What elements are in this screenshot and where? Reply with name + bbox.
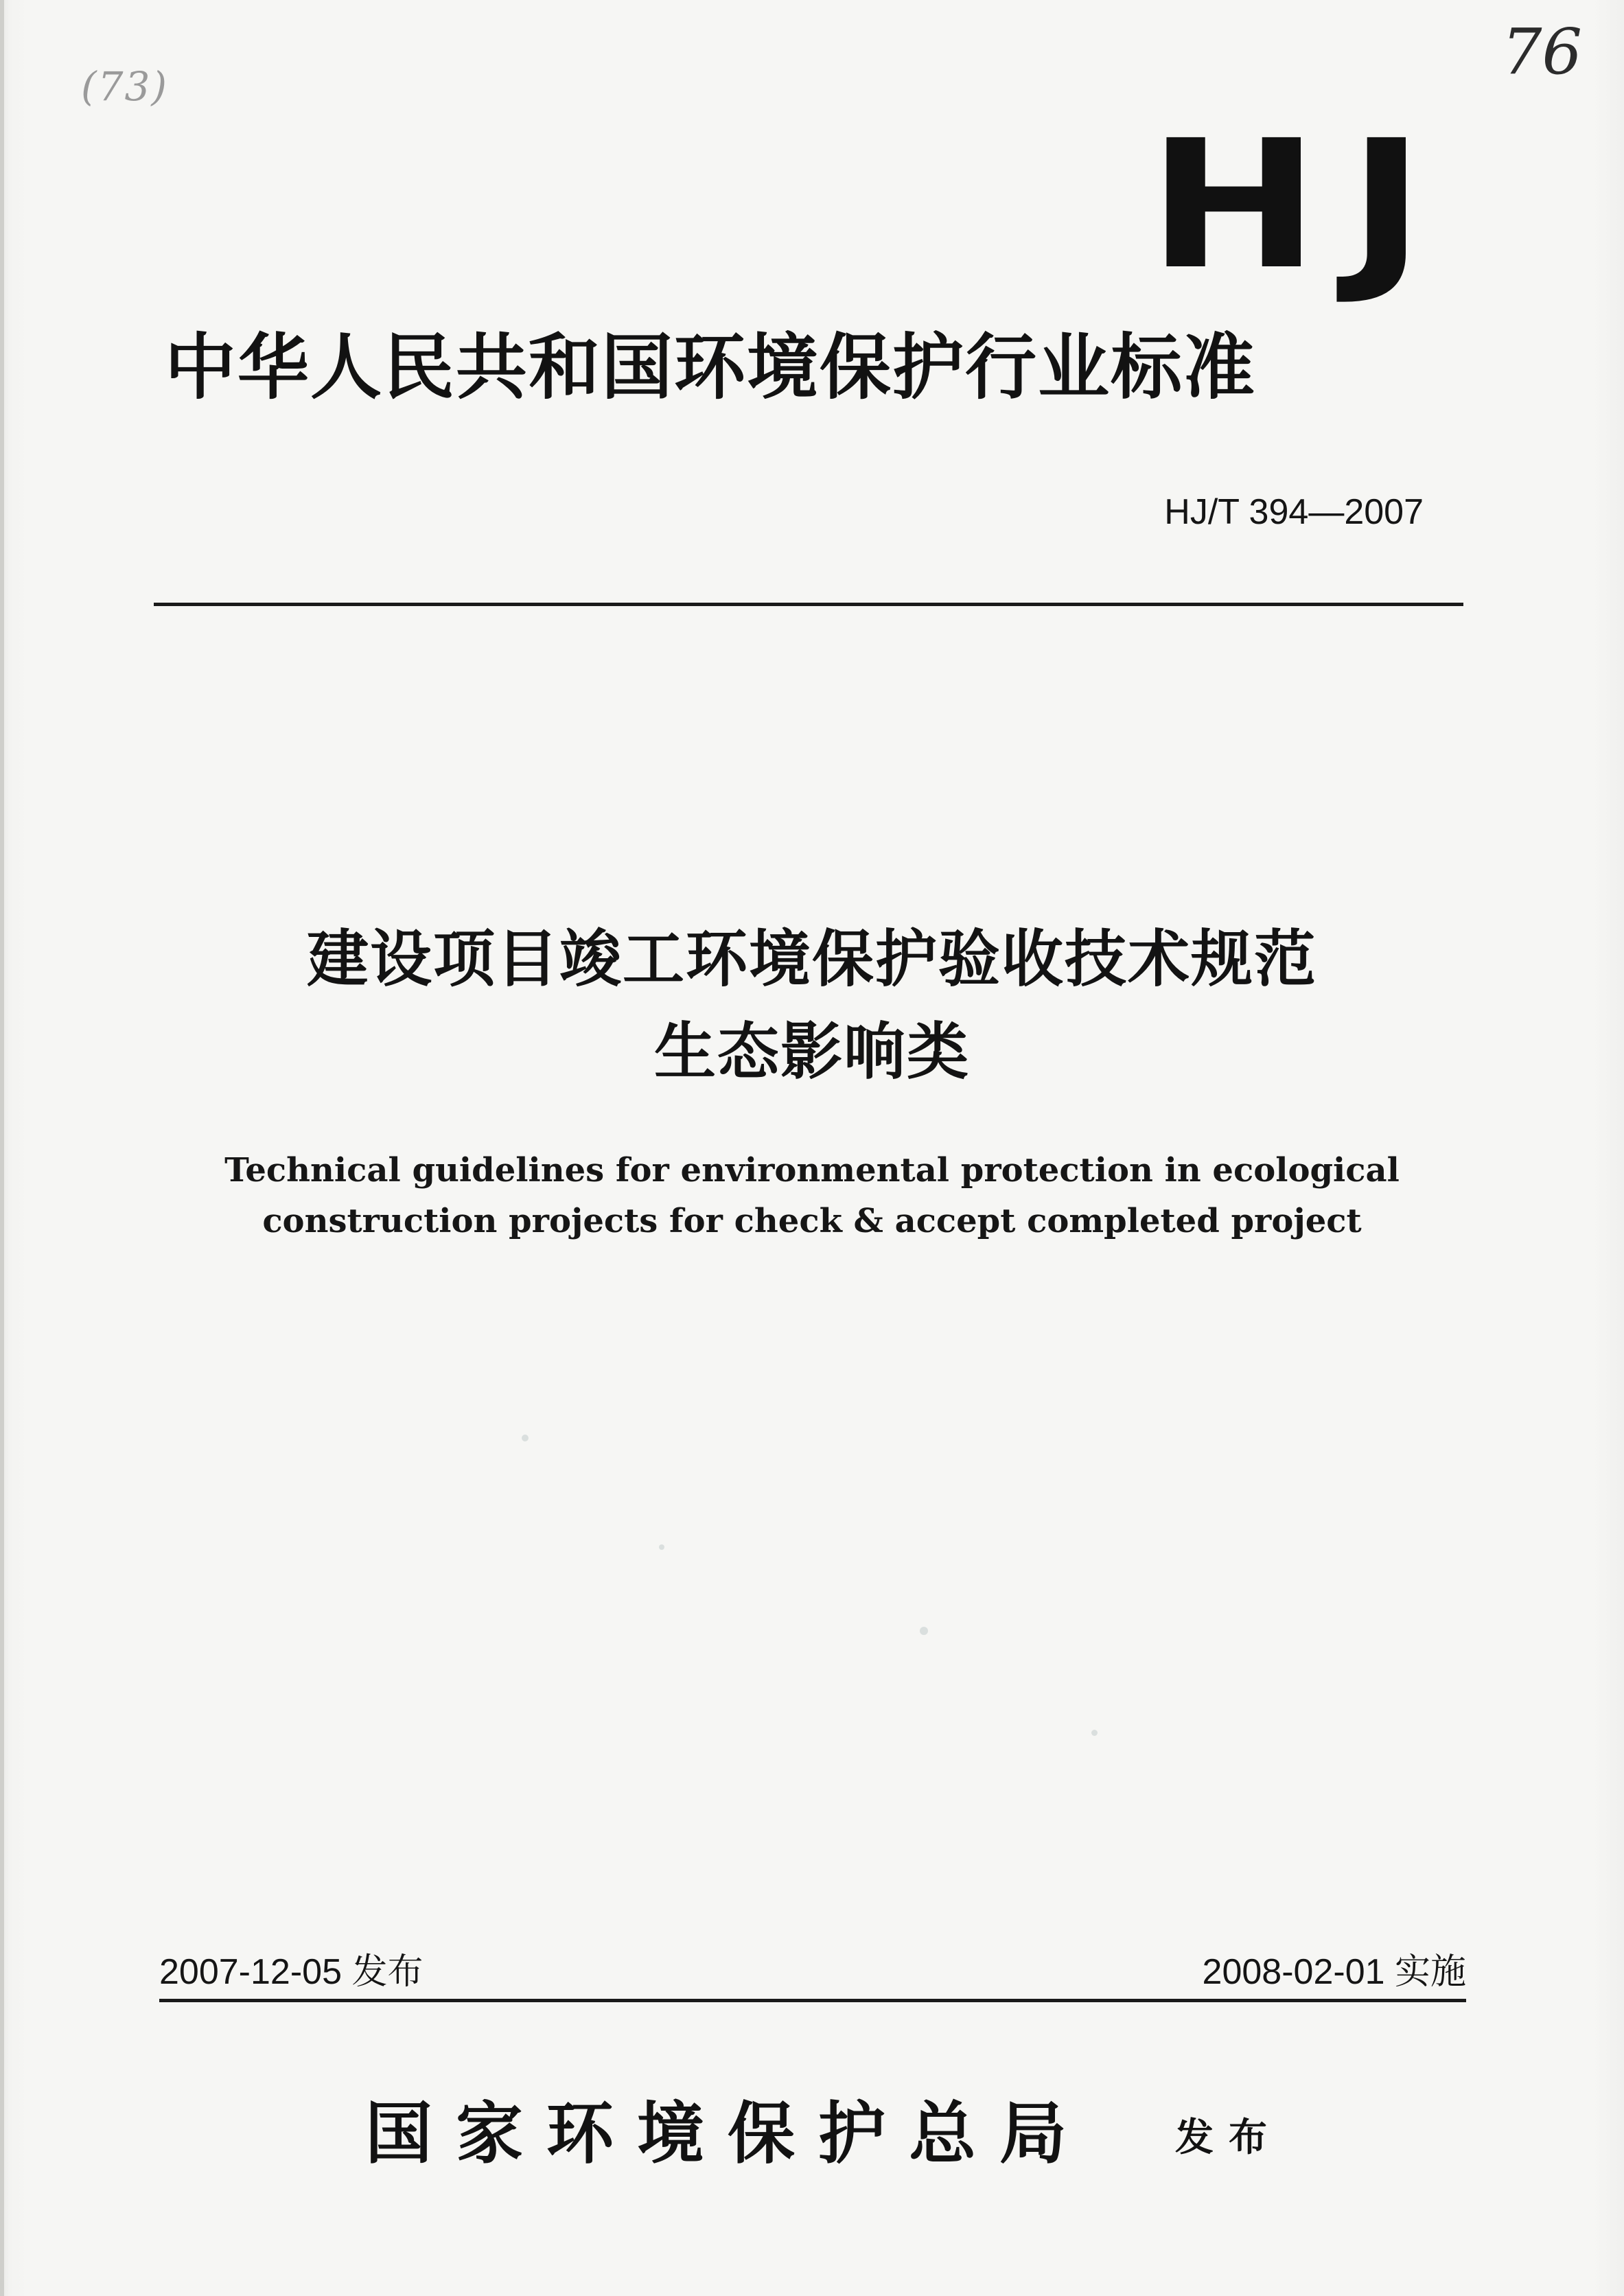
effective-date: 2008-02-01 实施 xyxy=(1202,1952,1466,1992)
standard-code: HJ/T 394—2007 xyxy=(1164,492,1424,532)
chinese-title-line-1: 建设项目竣工环境保护验收技术规范 xyxy=(307,923,1317,995)
organization-title: 中华人民共和国环境保护行业标准 xyxy=(165,325,1257,409)
hj-logo: HJ xyxy=(1148,102,1454,308)
issue-date: 2007-12-05 发布 xyxy=(159,1952,424,1992)
scan-speck xyxy=(920,1627,928,1635)
chinese-title-line-2: 生态影响类 xyxy=(654,1016,970,1088)
chinese-title xyxy=(0,913,1624,1098)
english-title-line-1: Technical guidelines for environmental protection in ecological xyxy=(224,1151,1400,1190)
issuing-authority: 国家环境保护总局 xyxy=(365,2094,1091,2173)
scan-speck xyxy=(522,1435,529,1441)
issuing-label: 发布 xyxy=(1175,2115,1282,2160)
english-title xyxy=(0,1145,1624,1247)
date-row xyxy=(159,1943,1466,1997)
top-divider xyxy=(154,603,1463,606)
handwritten-corner-note: (73) xyxy=(81,63,169,110)
scan-speck xyxy=(659,1544,664,1550)
handwritten-page-number: 76 xyxy=(1502,15,1583,89)
english-title-line-2: construction projects for check & accept completed project xyxy=(262,1202,1362,1241)
scan-speck xyxy=(1091,1730,1098,1736)
bottom-divider xyxy=(159,1999,1466,2002)
